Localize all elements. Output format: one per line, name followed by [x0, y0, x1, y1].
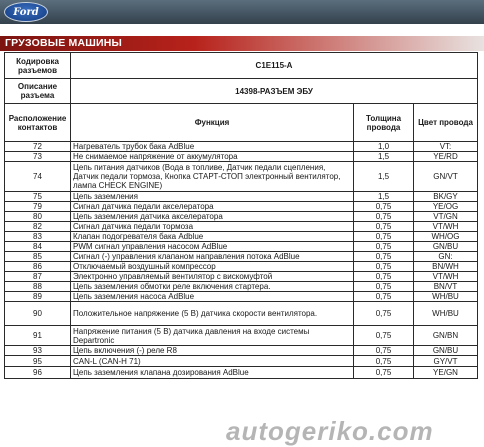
table-row [5, 302, 478, 326]
pin-cell: 83 [5, 232, 71, 242]
function-cell: Цепь включения (-) реле R8 [71, 346, 354, 356]
function-cell: Положительное напряжение (5 В) датчика скорости вентилятора. [71, 302, 354, 326]
pin-cell: 72 [5, 142, 71, 152]
gauge-cell: 0,75 [354, 326, 414, 346]
color-cell: GN/BN [414, 326, 478, 346]
gauge-cell: 0,75 [354, 222, 414, 232]
function-cell: Сигнал датчика педали тормоза [71, 222, 354, 232]
table-row [5, 242, 478, 252]
pinout-table [4, 52, 478, 379]
pin-cell: 90 [5, 302, 71, 326]
table-row [5, 326, 478, 346]
gauge-cell: 0,75 [354, 232, 414, 242]
col-header-gauge: Толщина провода [354, 104, 414, 142]
color-cell: WH/OG [414, 232, 478, 242]
function-cell: Не снимаемое напряжение от аккумулятора [71, 152, 354, 162]
color-cell: YE/OG [414, 202, 478, 212]
table-row [5, 142, 478, 152]
pin-cell: 87 [5, 272, 71, 282]
color-cell: VT/GN [414, 212, 478, 222]
color-cell: BN/WH [414, 262, 478, 272]
pin-cell: 82 [5, 222, 71, 232]
color-cell: BN/VT [414, 282, 478, 292]
function-cell: Цепь питания датчиков (Вода в топливе, Датчик педали сцепления, Датчик педали тормоза, Кнопка СТАРТ-СТОП электронный вентилятор, лампа CHECK ENGINE) [71, 162, 354, 192]
ford-logo: Ford [4, 2, 48, 22]
gauge-cell: 0,75 [354, 292, 414, 302]
table-row [5, 282, 478, 292]
connector-desc-label: Описание разъема [5, 79, 71, 104]
color-cell: GN/BU [414, 346, 478, 356]
top-banner [0, 0, 484, 24]
gauge-cell: 0,75 [354, 212, 414, 222]
function-cell: Цепь заземления [71, 192, 354, 202]
function-cell: Нагреватель трубок бака AdBlue [71, 142, 354, 152]
gauge-cell: 0,75 [354, 302, 414, 326]
gauge-cell: 1,5 [354, 152, 414, 162]
gauge-cell: 0,75 [354, 282, 414, 292]
color-cell: VT/WH [414, 222, 478, 232]
section-title: ГРУЗОВЫЕ МАШИНЫ [5, 37, 123, 49]
watermark: autogeriko.com [226, 416, 434, 446]
color-cell: GN/VT [414, 162, 478, 192]
color-cell: YE/GN [414, 367, 478, 379]
col-header-function: Функция [71, 104, 354, 142]
function-cell: Цепь заземления обмотки реле включения стартера. [71, 282, 354, 292]
connector-code-value: C1E115-A [71, 53, 478, 79]
gauge-cell: 0,75 [354, 262, 414, 272]
connector-desc-value: 14398-РАЗЪЕМ ЭБУ [71, 79, 478, 104]
pin-cell: 88 [5, 282, 71, 292]
color-cell: VT: [414, 142, 478, 152]
color-cell: GN: [414, 252, 478, 262]
color-cell: BK/GY [414, 192, 478, 202]
table-row [5, 367, 478, 379]
color-cell: YE/RD [414, 152, 478, 162]
pin-cell: 79 [5, 202, 71, 212]
pin-cell: 80 [5, 212, 71, 222]
function-cell: Отключаемый воздушный компрессор [71, 262, 354, 272]
table-row [5, 252, 478, 262]
function-cell: CAN-L (CAN-H 71) [71, 356, 354, 367]
connector-desc-row [5, 79, 478, 104]
table-row [5, 192, 478, 202]
connector-code-row [5, 53, 478, 79]
table-row [5, 152, 478, 162]
table-row [5, 222, 478, 232]
pin-cell: 75 [5, 192, 71, 202]
section-header [0, 36, 484, 51]
color-cell: GN/BU [414, 242, 478, 252]
table-row [5, 212, 478, 222]
pin-cell: 86 [5, 262, 71, 272]
col-header-color: Цвет провода [414, 104, 478, 142]
table-row [5, 356, 478, 367]
gauge-cell: 0,75 [354, 346, 414, 356]
pin-cell: 93 [5, 346, 71, 356]
color-cell: VT/WH [414, 272, 478, 282]
gauge-cell: 1,5 [354, 192, 414, 202]
function-cell: Цепь заземления клапана дозирования AdBlue [71, 367, 354, 379]
gauge-cell: 0,75 [354, 242, 414, 252]
function-cell: Клапан подогревателя бака Adblue [71, 232, 354, 242]
function-cell: Сигнал датчика педали акселератора [71, 202, 354, 212]
gauge-cell: 1,5 [354, 162, 414, 192]
function-cell: Цепь заземления насоса AdBlue [71, 292, 354, 302]
function-cell: Цепь заземления датчика акселератора [71, 212, 354, 222]
function-cell: Электронно управляемый вентилятор с вискомуфтой [71, 272, 354, 282]
connector-code-label: Кодировка разъемов [5, 53, 71, 79]
pin-cell: 84 [5, 242, 71, 252]
col-header-pin: Расположение контактов [5, 104, 71, 142]
function-cell: Сигнал (-) управления клапаном направления потока AdBlue [71, 252, 354, 262]
table-row [5, 346, 478, 356]
color-cell: WH/BU [414, 302, 478, 326]
function-cell: Напряжение питания (5 В) датчика давления на входе системы Departronic [71, 326, 354, 346]
function-cell: PWM сигнал управления насосом AdBlue [71, 242, 354, 252]
pin-cell: 96 [5, 367, 71, 379]
table-row [5, 272, 478, 282]
gauge-cell: 0,75 [354, 202, 414, 212]
pin-cell: 74 [5, 162, 71, 192]
pin-cell: 91 [5, 326, 71, 346]
gauge-cell: 0,75 [354, 367, 414, 379]
table-row [5, 292, 478, 302]
color-cell: WH/BU [414, 292, 478, 302]
pin-cell: 73 [5, 152, 71, 162]
gauge-cell: 0,75 [354, 272, 414, 282]
gauge-cell: 0,75 [354, 252, 414, 262]
pin-cell: 85 [5, 252, 71, 262]
gauge-cell: 0,75 [354, 356, 414, 367]
header-row [5, 104, 478, 142]
table-row [5, 262, 478, 272]
gauge-cell: 1,0 [354, 142, 414, 152]
table-row [5, 162, 478, 192]
table-row [5, 202, 478, 212]
table-row [5, 232, 478, 242]
pin-cell: 89 [5, 292, 71, 302]
pin-cell: 95 [5, 356, 71, 367]
color-cell: GY/VT [414, 356, 478, 367]
